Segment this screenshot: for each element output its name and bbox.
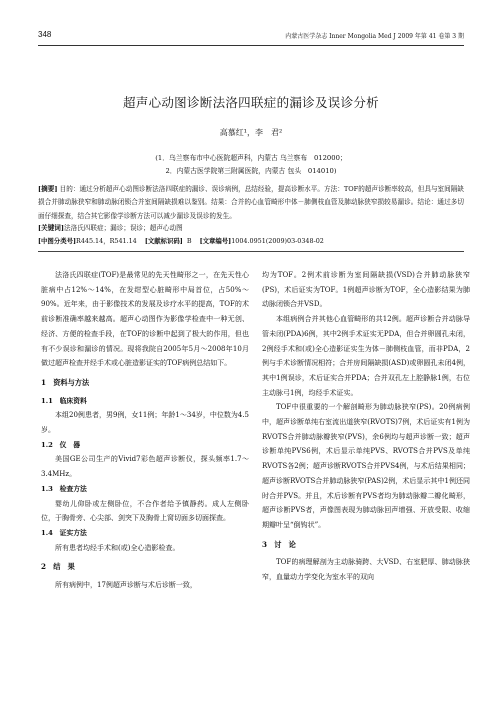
page-number: 348 [38,30,52,39]
keywords-label: [关键词] [38,224,65,232]
classification-line [38,236,464,245]
left-column [41,268,249,593]
abstract-text: 目的：通过分析超声心动图诊断法洛四联症的漏诊、误诊病例，总结经验，提高诊断水平。方法：TOF的超声诊断率较高，但具与室间隔缺损合并肺动脉狭窄和肺动脉闭锁合并室间隔缺损难以鉴别。结果：合并的心血管畸形中体－肺侧枝血管及肺动脉狭窄损较易漏诊。结论：通过多切面仔细探查，结合其它影像学诊断方法可以减少漏诊及误诊的发生。 [38,185,464,220]
subsection-1-2-heading: 1.2 仪 器 [41,440,81,449]
journal-name: 内蒙古医学杂志 Inner Mongolia Med J 2009 年第 41 卷第 3 期 [285,33,464,40]
keywords-text: 法洛氏四联症；漏诊；误诊；超声心动图 [64,224,183,232]
article-authors: 高慕红¹，李 君² [219,128,283,137]
discussion-paragraph: TOF的病理解剖为主动脉骑跨、大VSD、右室肥厚、肺动脉狭窄，血量动力学变化为室水平的双向 [262,558,470,582]
subsection-1-4-heading: 1.4 证实方法 [41,528,87,537]
article-no-value: 1004.0951(2009)03-0348-02 [231,237,324,245]
running-header [38,30,464,44]
results-paragraph-1: 均为TOF。2例术前诊断为室间隔缺损(VSD)合并肺动脉狭窄(PS)，术后证实为TOF。1例超声诊断为TOF，全心造影结果为肺动脉闭锁合并VSD。 [262,271,470,309]
keywords [38,222,464,232]
section-2-heading: 2 结 果 [41,562,75,572]
abstract [38,183,464,223]
header-rule [38,45,464,46]
doc-code-value: B [186,237,192,245]
subsection-1-4-text: 所有患者均经手术和(或)全心造影检查。 [55,543,180,552]
section-1-heading: 1 资料与方法 [41,377,90,387]
clc-value: R445.14，R541.14 [76,237,137,245]
abstract-rule [38,251,464,252]
intro-paragraph: 法洛氏四联症(TOF)是最常见的先天性畸形之一，在先天性心脏病中占12%～14%，在发绀型心脏畸形中局首位，占50%～90%。近年来，由于影像技术的发展及诊疗水平的提高，TOF的术前诊断准确率越来越高。超声心动图作为影像学检查中一种无创、经济、方便的检查手段，在TOF的诊断中起到了极大的作用，但也有不少误诊和漏诊的情况。现将我院自2005年5月～2008年10月做过超声检查并经手术或心脏造影证实的TOF病例总结如下。 [41,271,249,368]
section-3-heading: 3 讨 论 [262,539,296,549]
doc-code-label: [文献标识码] [144,237,183,245]
right-column [262,268,470,585]
clc-label: [中图分类号] [38,237,77,245]
abstract-label: [摘要] [38,185,58,193]
section-2-text: 所有病例中，17例超声诊断与术后诊断一致， [55,581,197,590]
article-title: 超声心动图诊断法洛四联症的漏诊及误诊分析 [122,95,379,110]
subsection-1-1-heading: 1.1 临床资料 [41,396,87,405]
subsection-1-1-text: 本组20例患者，男9例，女11例；年龄1～34岁，中位数为4.5岁。 [41,411,249,435]
article-no-label: [文章编号] [199,237,232,245]
results-paragraph-2: 本组病例合并其他心血管畸形的共12例。超声诊断合并动脉导管未闭(PDA)6例，其中2例手术证实无PDA，但合并卵圆孔未闭，2例经手术和(或)全心造影证实生为体－肺侧枝血管，而非PDA，2例与手术诊断情况相符；合并房间隔缺损(ASD)或卵圆孔未闭4例，其中1例误诊，术后证实合并PDA；合并双孔左上腔静脉1例，右位主动脉弓1例，均经手术证实。 [262,315,470,397]
results-paragraph-3: TOF中很重要的一个解剖畸形为肺动脉狭窄(PS)。20例病例中，超声诊断单纯右室流出道狭窄(RVOTS)7例，术后证实有1例为RVOTS合并肺动脉瓣狭窄(PVS)，余6例均与超声诊断一致；超声诊断单纯PVS6例，术后显示单纯PVS、RVOTS合并PVS及单纯RVOTS各2例；超声诊断RVOTS合并PVS4例，与术后结果相同；超声诊断RVOTS合并肺动脉狭窄(PAS)2例，术后显示其中1例还同时合并PVS。并且，术后诊断有PVS者均为肺动脉瓣二瓣化畸形，超声诊断PVS者，声像图表现为肺动脉回声增强、开放受限、收缩期瓣叶呈“倒钩状”。 [262,403,470,529]
subsection-1-3-text: 婴幼儿仰卧或左侧卧位，不合作者给予镇静药。成人左侧卧位，于胸骨旁、心尖部、剑突下及胸骨上窝切面多切面探查。 [41,499,249,523]
subsection-1-2-text: 美国GE公司生产的Vivid7彩色超声诊断仪，探头频率1.7～3.4MHz。 [41,455,249,479]
affiliation-2: 2．内蒙古医学院第三附属医院，内蒙古 包头 014010) [165,167,337,175]
subsection-1-3-heading: 1.3 检查方法 [41,484,87,493]
affiliation-1: (1．乌兰察布市中心医院超声科，内蒙古 乌兰察布 012000； [155,154,347,162]
